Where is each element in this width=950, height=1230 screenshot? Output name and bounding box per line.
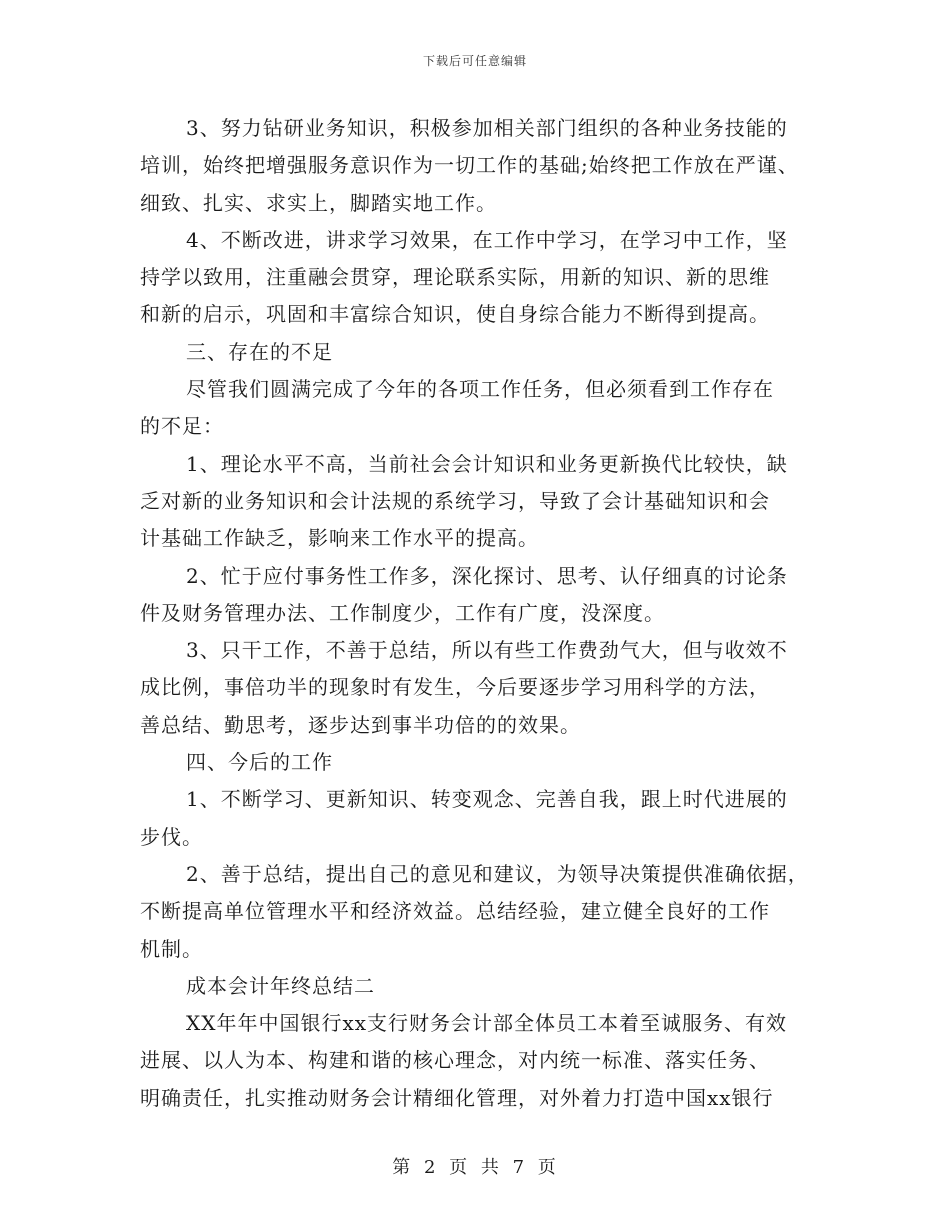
text-line: 成比例，事倍功半的现象时有发生，今后要逐步学习用科学的方法， (140, 675, 770, 700)
text-line: 2、忙于应付事务性工作多，深化探讨、思考、认仔细真的讨论条 (186, 563, 788, 588)
page-header: 下载后可任意编辑 (422, 54, 527, 68)
text-line: 3、只干工作，不善于总结，所以有些工作费劲气大，但与收效不 (186, 638, 788, 663)
text-line: 4、不断改进，讲求学习效果，在工作中学习，在学习中工作，坚 (186, 227, 788, 252)
text-line: 1、理论水平不高，当前社会会计知识和业务更新换代比较快，缺 (186, 451, 788, 476)
text-line: 的不足： (140, 414, 224, 439)
text-line: 成本会计年终总结二 (186, 973, 375, 998)
text-line: 三、存在的不足 (186, 339, 333, 364)
text-line: 进展、以人为本、构建和谐的核心理念，对内统一标准、落实任务、 (140, 1048, 770, 1073)
text-line: 四、今后的工作 (186, 750, 333, 775)
text-line: 培训，始终把增强服务意识作为一切工作的基础;始终把工作放在严谨、 (140, 153, 799, 178)
text-line: 1、不断学习、更新知识、转变观念、完善自我，跟上时代进展的 (186, 787, 788, 812)
text-line: 件及财务管理办法、工作制度少，工作有广度，没深度。 (140, 600, 665, 625)
text-line: 2、善于总结，提出自己的意见和建议，为领导决策提供准确依据， (186, 861, 809, 886)
text-line: 3、努力钻研业务知识，积极参加相关部门组织的各种业务技能的 (186, 116, 788, 140)
text-line: 明确责任，扎实推动财务会计精细化管理，对外着力打造中国xx银行 (140, 1085, 774, 1110)
text-line: 和新的启示，巩固和丰富综合知识，使自身综合能力不断得到提高。 (140, 302, 770, 327)
text-line: XX年年中国银行xx支行财务会计部全体员工本着至诚服务、有效 (186, 1011, 788, 1036)
text-line: 不断提高单位管理水平和经济效益。总结经验，建立健全良好的工作 (140, 899, 770, 924)
text-line: 计基础工作缺乏，影响来工作水平的提高。 (140, 526, 539, 551)
text-line: 乏对新的业务知识和会计法规的系统学习，导致了会计基础知识和会 (140, 488, 770, 513)
text-line: 持学以致用，注重融会贯穿，理论联系实际，用新的知识、新的思维 (140, 265, 770, 290)
text-line: 步伐。 (140, 824, 203, 849)
text-line: 细致、扎实、求实上，脚踏实地工作。 (140, 190, 497, 215)
text-line: 机制。 (140, 936, 203, 961)
text-line: 善总结、勤思考，逐步达到事半功倍的的效果。 (140, 712, 581, 737)
document-body (140, 110, 820, 1117)
page-footer: 第 2 页 共 7 页 (392, 1157, 558, 1178)
text-line: 尽管我们圆满完成了今年的各项工作任务，但必须看到工作存在 (186, 377, 774, 402)
